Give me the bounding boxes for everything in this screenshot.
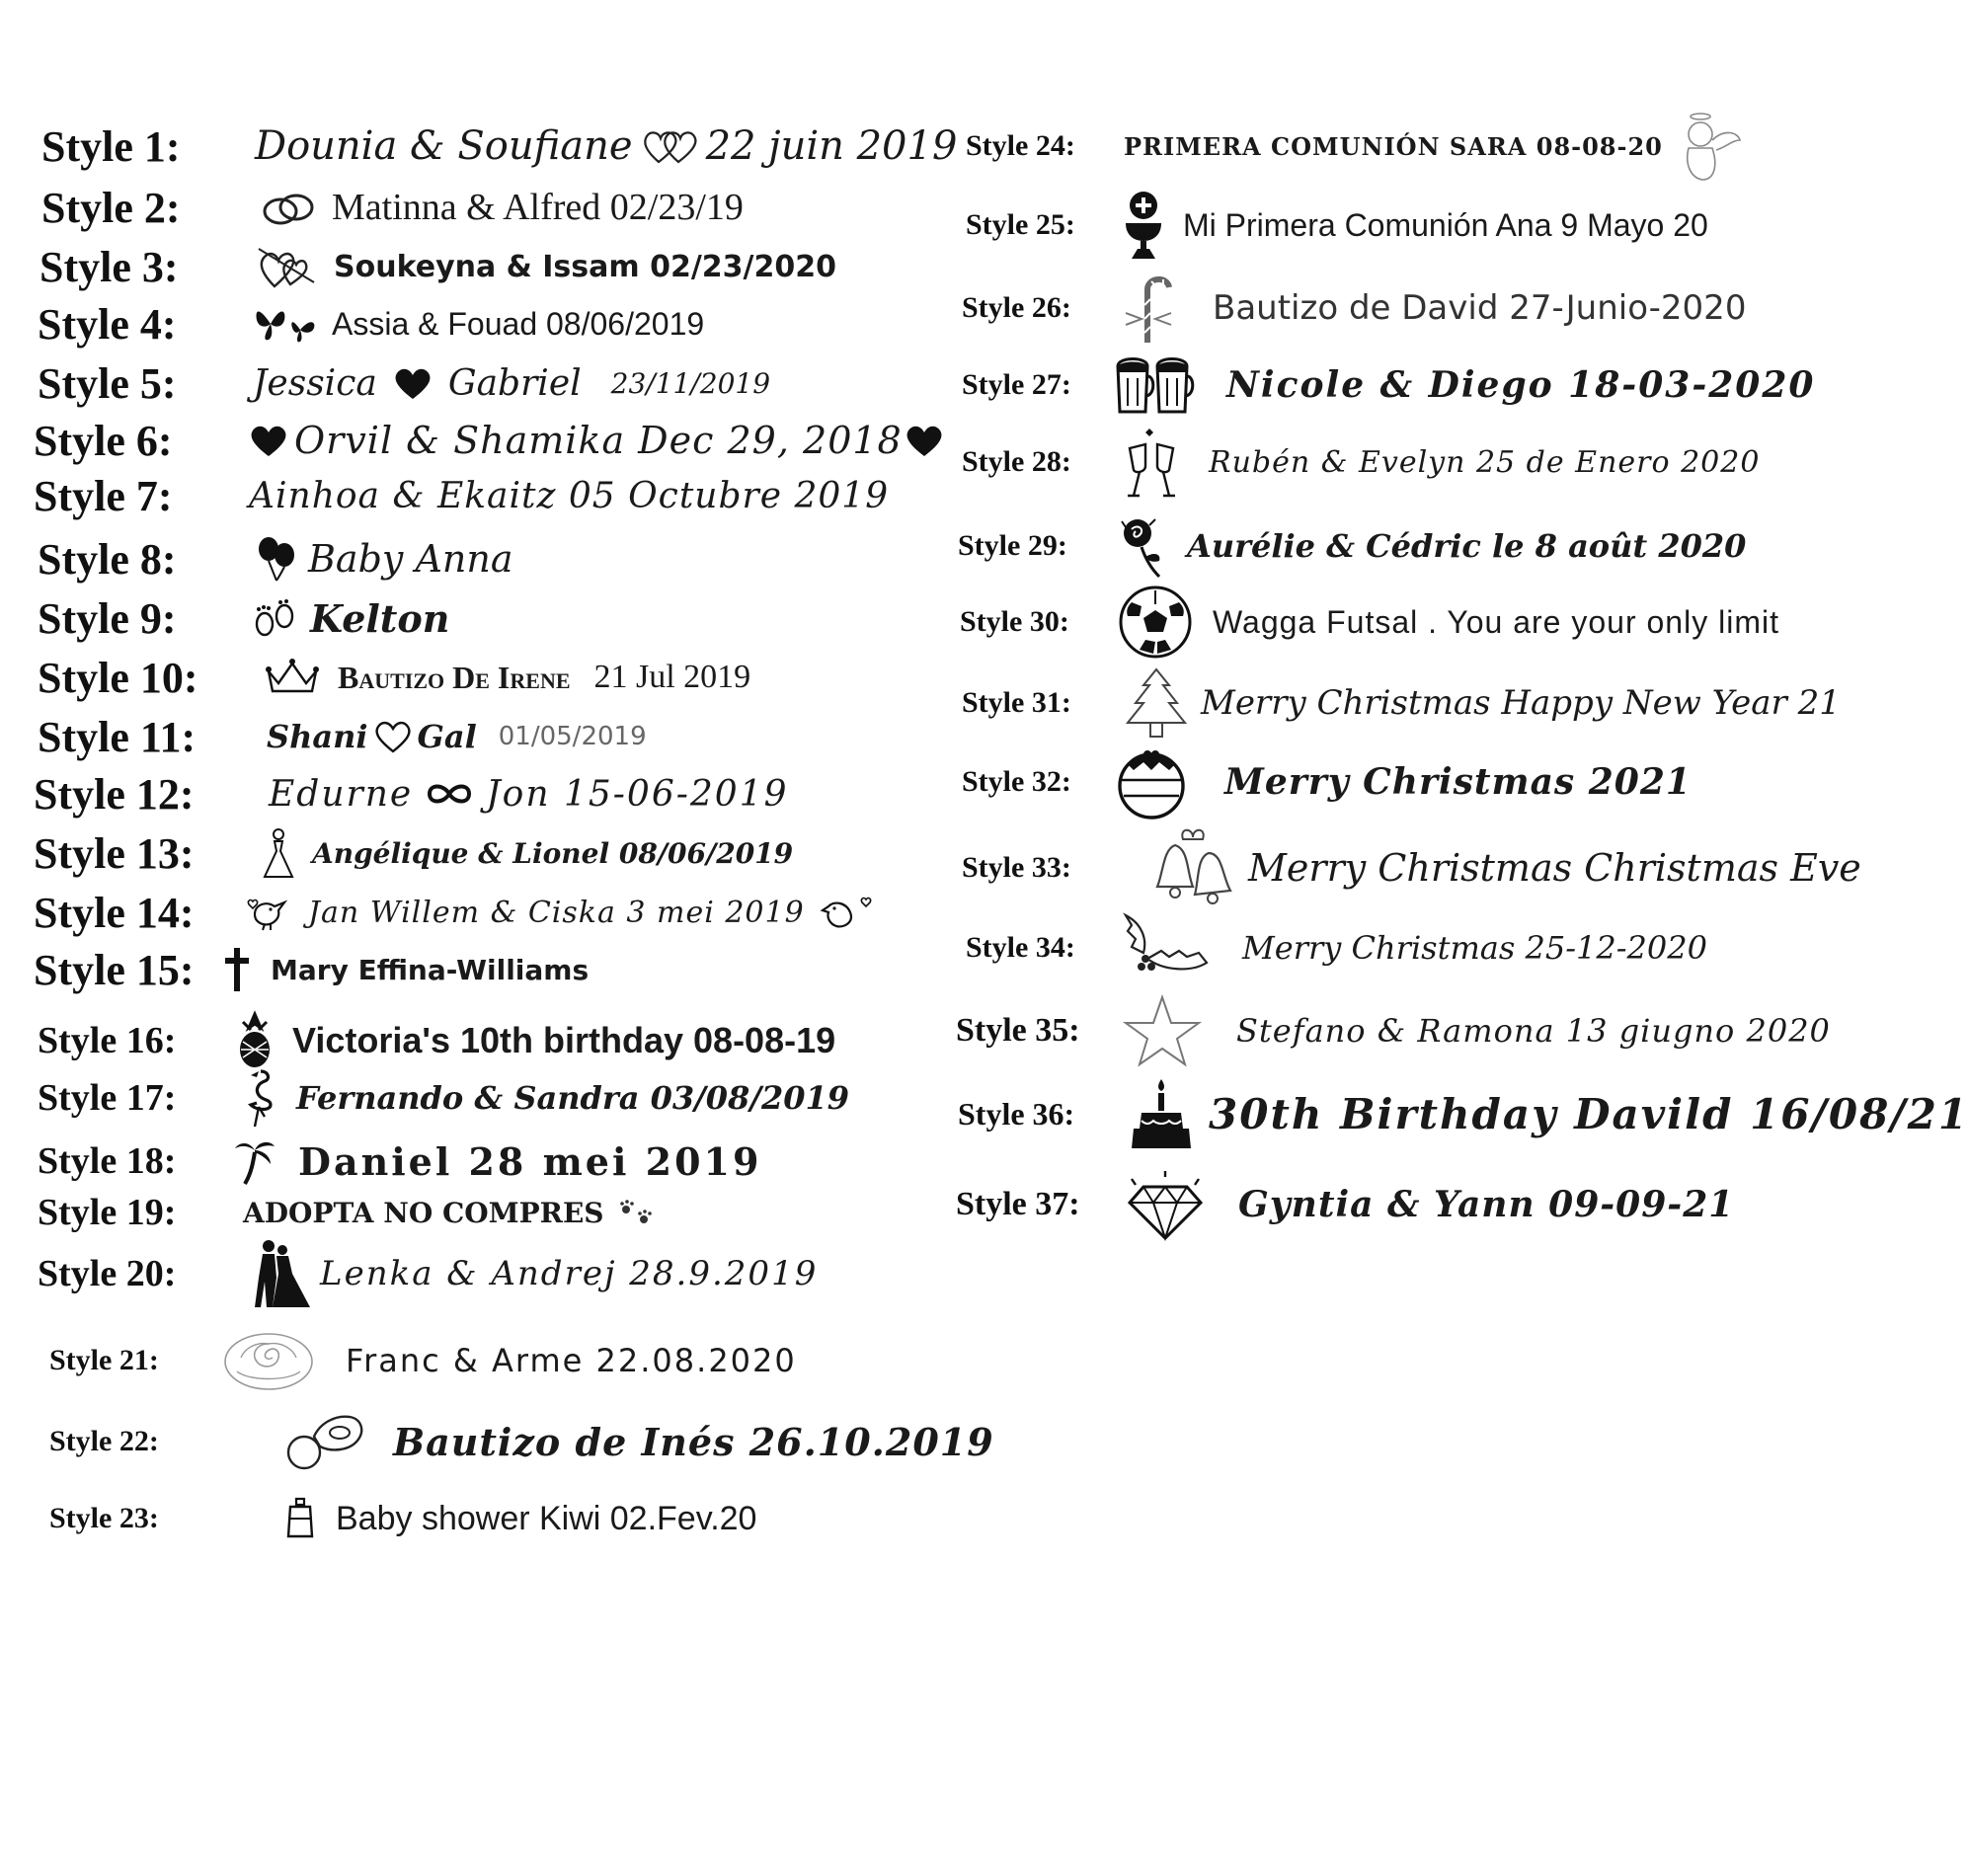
rose-stem-icon	[1116, 513, 1167, 579]
style-row-35	[956, 991, 1831, 1070]
style-sample-text: Baby shower Kiwi 02.Fev.20	[336, 1499, 757, 1537]
style-label: Style 27:	[962, 368, 1071, 401]
style-sample-text: Merry Christmas Happy New Year 21	[1201, 683, 1841, 723]
style-label: Style 14:	[34, 888, 195, 937]
style-sample-text: 30th Birthday Davild 16/08/21	[1209, 1089, 1969, 1138]
heart-outline-icon	[374, 720, 412, 753]
style-row-31	[962, 664, 1841, 743]
style-sample-text: Matinna & Alfred 02/23/19	[332, 187, 744, 228]
bird-icon	[245, 893, 302, 932]
style-row-29	[958, 511, 1746, 581]
style-sample-text: Merry Christmas Christmas Eve	[1248, 846, 1861, 890]
candy-cane-icon	[1118, 270, 1189, 347]
chalice-icon	[1122, 190, 1165, 261]
style-label: Style 16:	[38, 1020, 177, 1061]
style-label: Style 34:	[966, 931, 1075, 964]
balloons-icon	[255, 535, 298, 583]
double-heart-icon	[641, 126, 698, 166]
wedding-rings-icon	[259, 186, 318, 229]
flamingo-icon	[237, 1067, 276, 1129]
palm-tree-icon	[233, 1136, 276, 1186]
soccer-ball-icon	[1118, 585, 1193, 660]
style-row-37	[956, 1165, 1734, 1244]
style-row-22	[49, 1402, 994, 1481]
style-label: Style 31:	[962, 686, 1071, 719]
christmas-tree-icon	[1126, 665, 1187, 741]
style-label: Style 28:	[962, 445, 1071, 478]
style-sample-text: Edurne	[269, 773, 414, 815]
style-sample-text: Orvil & Shamika Dec 29, 2018	[294, 419, 903, 462]
style-row-33	[962, 825, 1861, 910]
style-row-9	[38, 588, 449, 648]
christmas-bells-icon	[1149, 825, 1238, 910]
style-row-23	[49, 1487, 756, 1550]
style-sample-text: Wagga Futsal . You are your only limit	[1213, 603, 1779, 640]
bird-icon	[821, 893, 878, 932]
style-label: Style 22:	[49, 1425, 159, 1457]
style-label: Style 33:	[962, 851, 1071, 884]
style-sample-text: Bautizo de Inés 26.10.2019	[393, 1419, 994, 1464]
style-row-8	[38, 529, 513, 588]
style-row-21	[49, 1321, 797, 1400]
style-label: Style 15:	[34, 945, 195, 994]
style-row-4	[38, 294, 704, 353]
style-row-24	[966, 109, 1742, 184]
style-row-25	[966, 188, 1708, 263]
style-label: Style 23:	[49, 1502, 159, 1534]
baby-bottle-icon	[280, 1497, 320, 1540]
style-sample-text: Shani	[267, 718, 368, 755]
style-sample-text: Angélique & Lionel 08/06/2019	[312, 836, 794, 870]
style-sample-text: Aurélie & Cédric le 8 août 2020	[1187, 527, 1747, 565]
beer-mugs-icon	[1114, 352, 1197, 418]
style-label: Style 17:	[38, 1077, 177, 1119]
style-label: Style 30:	[960, 605, 1069, 638]
style-sample-date: 21 Jul 2019	[593, 659, 751, 695]
style-sample-text: Soukeyna & Issam 02/23/2020	[334, 249, 837, 284]
style-sample-text: Assia & Fouad 08/06/2019	[332, 305, 705, 342]
style-label: Style 24:	[966, 129, 1075, 162]
style-label: Style 32:	[962, 765, 1071, 798]
style-row-19	[38, 1183, 656, 1242]
style-sample-text: Dounia & Soufiane	[255, 123, 633, 169]
paw-prints-icon	[616, 1198, 656, 1227]
style-label: Style 29:	[958, 529, 1067, 562]
style-row-26	[962, 269, 1746, 348]
style-label: Style 20:	[38, 1253, 177, 1294]
style-sample-text: Merry Christmas 25-12-2020	[1242, 929, 1707, 967]
style-row-36	[958, 1072, 1969, 1155]
style-sample-text: Bautizo De Irene	[338, 659, 571, 695]
style-label: Style 26:	[962, 291, 1071, 324]
style-sample-text: Victoria's 10th birthday 08-08-19	[292, 1020, 836, 1060]
style-row-16	[38, 1009, 835, 1072]
style-label: Style 1:	[41, 121, 181, 171]
style-row-6	[34, 411, 944, 470]
angel-icon	[1673, 109, 1742, 184]
style-row-12	[34, 764, 789, 823]
style-sample-text-2: Gabriel	[447, 362, 582, 404]
style-label: Style 13:	[34, 828, 195, 878]
style-row-15	[34, 940, 589, 999]
style-row-17	[38, 1066, 849, 1130]
star-icon	[1122, 993, 1203, 1068]
style-row-32	[962, 743, 1692, 821]
style-sample-text: ADOPTA NO COMPRES	[243, 1196, 604, 1229]
style-label: Style 12:	[34, 769, 195, 819]
style-sample-text: Mi Primera Comunión Ana 9 Mayo 20	[1183, 206, 1708, 243]
style-sample-date: 01/05/2019	[498, 722, 647, 751]
style-row-34	[966, 906, 1707, 989]
style-sample-text: Mary Effina-Williams	[271, 953, 590, 986]
style-label: Style 3:	[39, 242, 179, 291]
style-label: Style 11:	[38, 712, 197, 761]
style-sample-text: Lenka & Andrej 28.9.2019	[320, 1254, 819, 1293]
style-label: Style 19:	[38, 1192, 177, 1233]
style-label: Style 8:	[38, 534, 177, 584]
butterflies-icon	[253, 300, 320, 348]
style-row-20	[38, 1238, 818, 1309]
style-row-13	[34, 823, 793, 883]
style-label: Style 2:	[41, 183, 181, 232]
style-sample-date: 23/11/2019	[610, 366, 771, 400]
diamond-icon	[1126, 1169, 1205, 1240]
style-row-7	[34, 466, 889, 525]
style-label: Style 21:	[49, 1344, 159, 1376]
christmas-pudding-icon	[1114, 744, 1189, 820]
style-row-11	[38, 707, 647, 766]
style-row-30	[960, 583, 1779, 662]
infinity-icon	[425, 779, 474, 809]
pacifier-icon	[280, 1407, 367, 1476]
style-sample-text: Rubén & Evelyn 25 de Enero 2020	[1209, 444, 1761, 480]
style-label: Style 5:	[38, 358, 177, 408]
style-label: Style 18:	[38, 1140, 177, 1182]
style-label: Style 25:	[966, 208, 1075, 241]
holly-icon	[1118, 909, 1213, 986]
style-sample-text: Gyntia & Yann 09-09-21	[1238, 1184, 1735, 1225]
heart-icon	[393, 365, 433, 401]
style-label: Style 37:	[956, 1186, 1080, 1222]
birthday-cake-icon	[1128, 1075, 1195, 1152]
style-label: Style 35:	[956, 1012, 1080, 1049]
style-sample-text: Ainhoa & Ekaitz 05 Octubre 2019	[249, 475, 890, 516]
style-row-27	[962, 348, 1815, 423]
style-sample-text: Merry Christmas 2021	[1224, 761, 1692, 803]
style-sample-text-2: Jon 15-06-2019	[486, 773, 789, 815]
style-label: Style 4:	[38, 299, 177, 349]
baby-feet-icon	[251, 598, 300, 638]
style-sample-text: PRIMERA COMUNIÓN SARA 08-08-20	[1124, 131, 1663, 161]
style-row-5	[38, 353, 770, 413]
style-sample-text: Baby Anna	[308, 537, 513, 581]
style-sample-text: Daniel 28 mei 2019	[298, 1138, 762, 1184]
arrow-hearts-icon	[255, 243, 318, 290]
style-sample-text: Jessica	[253, 362, 377, 404]
style-sample-text: Kelton	[310, 595, 450, 641]
style-sample-text: Jan Willem & Ciska 3 mei 2019	[308, 895, 805, 930]
champagne-glasses-icon	[1124, 425, 1179, 500]
style-row-28	[962, 423, 1760, 502]
bride-icon	[261, 827, 296, 879]
style-row-10	[38, 648, 750, 707]
style-label: Style 10:	[38, 653, 198, 702]
pineapple-icon	[235, 1012, 275, 1069]
style-row-14	[34, 883, 878, 942]
style-row-2	[41, 178, 744, 237]
style-label: Style 7:	[34, 471, 173, 520]
style-sample-text: Stefano & Ramona 13 giugno 2020	[1236, 1012, 1831, 1050]
cross-icon	[223, 946, 251, 993]
style-label: Style 36:	[958, 1095, 1075, 1132]
style-label: Style 9:	[38, 593, 177, 643]
crown-icon	[265, 658, 320, 697]
style-sample-text: Bautizo de David 27-Junio-2020	[1213, 288, 1747, 328]
style-sample-date: 22 juin 2019	[705, 123, 958, 169]
style-row-1	[41, 117, 957, 176]
style-label: Style 6:	[34, 416, 173, 465]
style-sample-text: Nicole & Diego 18-03-2020	[1226, 364, 1816, 406]
couple-silhouette-icon	[249, 1238, 312, 1309]
style-sample-text: Franc & Arme 22.08.2020	[346, 1342, 797, 1379]
style-sample-text-2: Gal	[417, 718, 477, 755]
heart-icon	[249, 423, 288, 458]
heart-icon	[905, 423, 944, 458]
style-sample-text: Fernando & Sandra 03/08/2019	[296, 1079, 850, 1117]
style-row-3	[39, 237, 836, 296]
rose-icon	[221, 1328, 316, 1393]
